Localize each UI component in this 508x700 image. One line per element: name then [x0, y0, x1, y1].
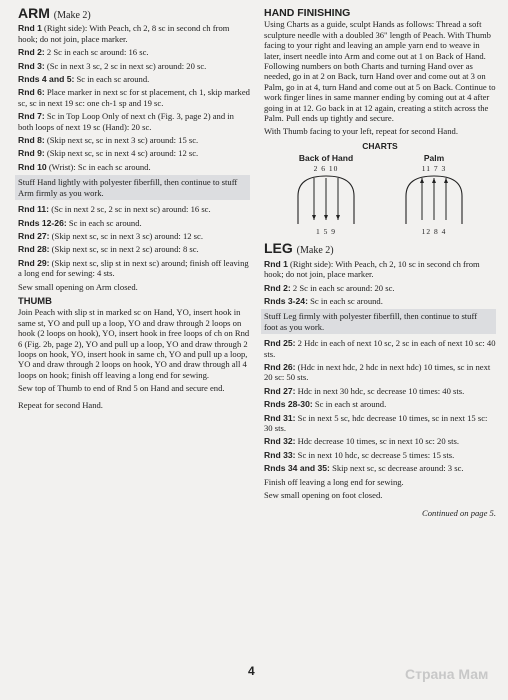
charts-diagram: [264, 153, 496, 239]
round-label: Rnds 28-30:: [264, 399, 313, 410]
round-text: Hdc in next 30 hdc, sc decrease 10 times: 40 sts.: [297, 385, 465, 396]
leg-rounds-continued: [264, 338, 496, 473]
round-label: Rnd 27:: [264, 385, 296, 396]
round-instruction: [264, 362, 496, 383]
arm-stuff-note: Stuff Hand lightly with polyester fiberfill, then continue to stuff Arm firmly as you work.: [15, 175, 250, 200]
round-text: (Right side): With Peach, ch 2, 8 sc in second ch from hook; do not join, place marker.: [18, 23, 230, 44]
round-instruction: [264, 338, 496, 359]
round-label: Rnd 31:: [264, 412, 296, 423]
round-instruction: [264, 399, 496, 409]
round-label: Rnd 28:: [18, 244, 50, 255]
round-instruction: [264, 450, 496, 460]
round-label: Rnd 8:: [18, 135, 45, 146]
round-instruction: [18, 47, 250, 57]
round-label: Rnds 34 and 35:: [264, 463, 330, 474]
round-label: Rnd 7:: [18, 111, 45, 122]
round-text: Hdc decrease 10 times, sc in next 10 sc: 20 sts.: [297, 436, 460, 447]
round-instruction: [18, 218, 250, 228]
back-of-hand-top-numbers: 2 6 10: [313, 163, 339, 173]
leg-rounds: [264, 259, 496, 307]
left-column: [18, 5, 250, 413]
thumb-repeat: Repeat for second Hand.: [18, 399, 103, 410]
round-instruction: [18, 244, 250, 254]
leg-title: LEG: [264, 240, 293, 257]
palm-top-numbers: 11 7 3: [421, 163, 447, 173]
thumb-heading: THUMB: [18, 294, 52, 306]
round-text: (Wrist): Sc in each sc around.: [48, 161, 151, 172]
round-text: Sc in each st around.: [314, 399, 387, 410]
leg-finish: Finish off leaving a long end for sewing.: [264, 476, 404, 487]
round-instruction: [18, 204, 250, 214]
round-label: Rnd 6:: [18, 87, 45, 98]
round-instruction: [18, 23, 250, 44]
round-instruction: [18, 162, 250, 172]
round-text: Sc in next 5 sc, hdc decrease 10 times, sc in next 15 sc: 30 sts.: [264, 412, 488, 433]
round-label: Rnd 25:: [264, 338, 296, 349]
round-label: Rnd 3:: [18, 60, 45, 71]
arm-rounds-continued: [18, 204, 250, 278]
round-label: Rnd 1: [18, 23, 42, 34]
round-text: Sc in Top Loop Only of next ch (Fig. 3, page 2) and in both loops of next 19 sc (Hand): 20 sc.: [18, 111, 234, 132]
charts-heading: CHARTS: [362, 140, 398, 151]
page-number: 4: [248, 664, 255, 678]
round-text: 2 Sc in each sc around: 16 sc.: [46, 47, 149, 58]
round-label: Rnd 33:: [264, 449, 296, 460]
back-of-hand-drawing: [276, 174, 376, 224]
thumb-sew: Sew top of Thumb to end of Rnd 5 on Hand and secure end.: [18, 383, 225, 394]
round-label: Rnd 2:: [18, 47, 45, 58]
round-text: Sc in each sc around.: [310, 295, 383, 306]
round-text: 2 Sc in each sc around: 20 sc.: [292, 282, 395, 293]
round-label: Rnd 11:: [18, 204, 50, 215]
arm-title: ARM: [18, 5, 50, 21]
continued-note: Continued on page 5.: [422, 508, 496, 519]
arm-heading: [18, 5, 250, 21]
round-instruction: [264, 259, 496, 280]
hand-finishing-second: With Thumb facing to your left, repeat for second Hand.: [264, 126, 458, 137]
round-instruction: [18, 258, 250, 279]
back-of-hand-label: Back of Hand: [298, 153, 354, 164]
round-text: (Skip next sc, slip st in next sc) around; finish off leaving a long end for sewing: 4 sts.: [18, 257, 249, 279]
round-label: Rnd 27:: [18, 230, 50, 241]
leg-subtitle: (Make 2): [296, 245, 334, 257]
round-label: Rnd 9:: [18, 148, 45, 159]
round-text: (Sc in next 2 sc, 2 sc in next sc) around: 16 sc.: [51, 204, 211, 215]
round-text: Sc in each sc around.: [76, 74, 150, 85]
round-label: Rnd 29:: [18, 257, 50, 268]
palm-label: Palm: [423, 153, 445, 164]
right-column: [264, 8, 496, 519]
round-label: Rnd 32:: [264, 436, 296, 447]
round-text: (Skip next sc, sc in next 3 sc) around: 15 sc.: [46, 135, 199, 146]
palm-bottom-numbers: 12 8 4: [421, 226, 447, 236]
leg-sew: Sew small opening on foot closed.: [264, 490, 383, 500]
round-label: Rnd 10: [18, 161, 47, 172]
leg-heading: [264, 240, 496, 257]
round-label: Rnds 4 and 5:: [18, 74, 75, 85]
round-instruction: [18, 231, 250, 241]
round-text: Sc in each sc around.: [68, 217, 142, 228]
round-instruction: [18, 148, 250, 158]
round-text: (Skip next sc, sc in next 2 sc) around: 8 sc.: [51, 244, 199, 255]
arm-subtitle: (Make 2): [53, 10, 91, 21]
round-instruction: [18, 135, 250, 145]
round-label: Rnd 2:: [264, 282, 291, 293]
round-label: Rnd 26:: [264, 361, 296, 372]
round-instruction: [264, 283, 496, 293]
round-instruction: [18, 61, 250, 71]
round-instruction: [264, 413, 496, 434]
round-instruction: [264, 463, 496, 473]
arm-closing: Sew small opening on Arm closed.: [18, 281, 138, 292]
hand-finishing-heading: HAND FINISHING: [264, 7, 351, 19]
round-instruction: [18, 87, 250, 108]
round-text: Skip next sc, sc decrease around: 3 sc.: [332, 463, 464, 474]
round-label: Rnds 12-26:: [18, 217, 67, 228]
hand-finishing-body: Using Charts as a guide, sculpt Hands as follows: Thread a soft sculpture needle with a doubled 36" length of Peach. With Thumb facing to your right and leaving an ample yarn end to weave in later, insert needle into Arm and come out at 1 on Back of Hand. Following numbers on both Charts and turning Hand over as needed, go in at 2 on Back, turn Hand over and come out at 3 on Palm, go in at 4, turn Hand and come out at 5 on Back. Continue to work finger lines in same manner ending by coming out at 4 after going in at 12. Go back in at 12 again, creating a stitch across the Palm. Pull ends up tightly and secure.: [264, 19, 496, 124]
round-instruction: [264, 296, 496, 306]
round-label: Rnd 1: [264, 258, 288, 269]
leg-stuff-note: Stuff Leg firmly with polyester fiberfill, then continue to stuff foot as you work.: [261, 309, 496, 334]
back-of-hand-chart: [276, 153, 376, 237]
palm-chart: [384, 153, 484, 237]
back-of-hand-bottom-numbers: 1 5 9: [316, 226, 336, 236]
arm-rounds: [18, 23, 250, 172]
round-instruction: [264, 436, 496, 446]
round-text: Place marker in next sc for st placement, ch 1, skip marked sc, sc in next 19 sc: one ch-1 sp and 19 sc.: [18, 87, 250, 108]
thumb-body: Join Peach with slip st in marked sc on Hand, YO, insert hook in same st, YO and pull up a loop, YO and draw through 2 loops on hook (2 loops on hook), YO, insert hook in free loops of ch on Rnd 6 (Fig. 2b, page 2), YO and pull up a loop, YO and draw through 2 loops on hook, YO, insert hook in same ch, YO and pull up a loop, YO and draw through 2 loops on hook, YO and draw through all 4 loops on hook; finish off leaving a long end for sewing.: [18, 307, 250, 380]
round-label: Rnds 3-24:: [264, 295, 308, 306]
round-text: (Right side): With Peach, ch 2, 10 sc in second ch from hook; do not join, place marker.: [264, 258, 480, 280]
round-instruction: [18, 111, 250, 132]
round-text: (Skip next sc, sc in next 4 sc) around: 12 sc.: [46, 148, 199, 159]
round-text: (Sc in next 3 sc, 2 sc in next sc) around: 20 sc.: [46, 60, 207, 71]
round-text: 2 Hdc in each of next 10 sc, 2 sc in each of next 10 sc: 40 sts.: [264, 338, 496, 359]
round-instruction: [18, 74, 250, 84]
round-instruction: [264, 386, 496, 396]
round-text: (Skip next sc, sc in next 3 sc) around: 12 sc.: [51, 230, 203, 241]
round-text: (Hdc in next hdc, 2 hdc in next hdc) 10 times, sc in next 20 sc: 50 sts.: [264, 361, 491, 383]
palm-drawing: [384, 174, 484, 224]
round-text: Sc in next 10 hdc, sc decrease 5 times: 15 sts.: [297, 449, 455, 460]
watermark-logo: Страна Мам: [405, 666, 489, 682]
